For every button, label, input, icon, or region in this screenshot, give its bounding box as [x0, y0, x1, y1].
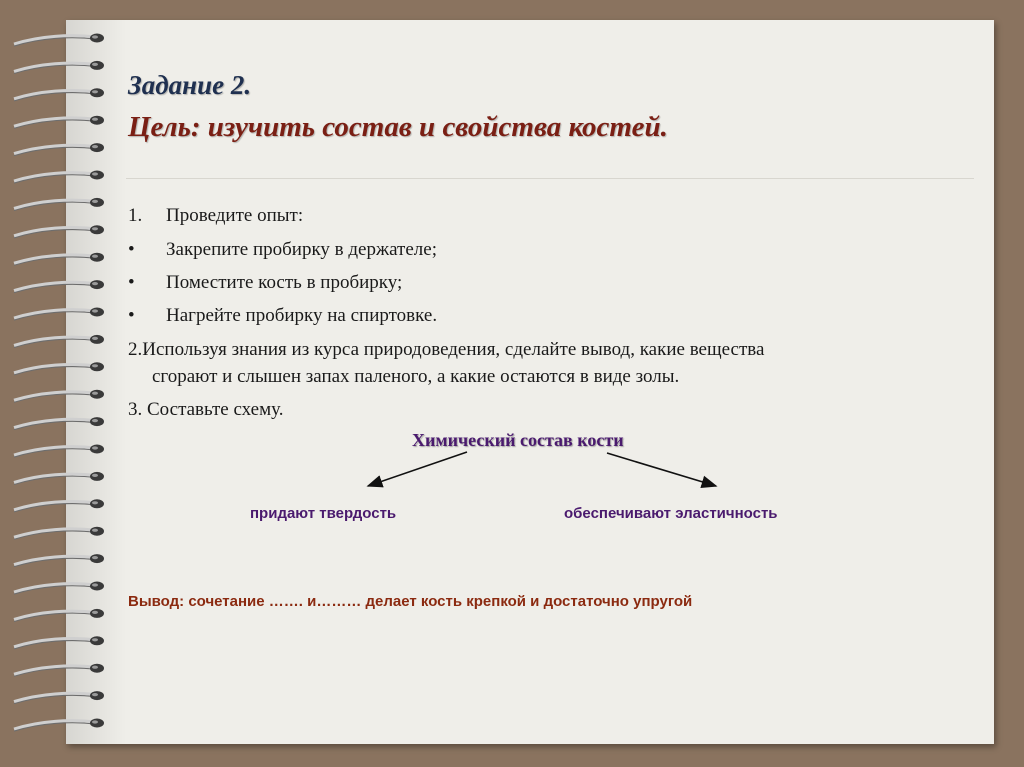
step-marker: 1. [128, 205, 143, 226]
spiral-ring [14, 691, 104, 704]
spiral-ring [14, 34, 104, 47]
conclusion-text: Вывод: сочетание ……. и……… делает кость крепкой и достаточно упругой [128, 593, 693, 610]
spiral-ring [14, 527, 104, 540]
title-divider [126, 178, 974, 179]
spiral-ring [14, 554, 104, 567]
step-bullet-3 [128, 305, 437, 327]
step-bullet-1 [128, 239, 437, 261]
spiral-ring [14, 417, 104, 430]
spiral-ring [14, 116, 104, 129]
spiral-ring [14, 171, 104, 184]
spiral-ring [14, 308, 104, 321]
bullet-marker: • [128, 305, 135, 326]
spiral-ring [14, 609, 104, 622]
spiral-ring [14, 390, 104, 403]
spiral-ring [14, 335, 104, 348]
spiral-ring [14, 88, 104, 101]
diagram-right-label: обеспечивают эластичность [564, 505, 778, 522]
step-2-line2: сгорают и слышен запах паленого, а какие остаются в виде золы. [152, 366, 680, 387]
spiral-ring [14, 445, 104, 458]
spiral-ring [14, 499, 104, 512]
spiral-ring [14, 362, 104, 375]
step-2-line1: 2.Используя знания из курса природоведения, сделайте вывод, какие вещества [128, 339, 765, 360]
spiral-ring [14, 198, 104, 211]
spiral-binding [0, 0, 130, 767]
bullet-marker: • [128, 239, 135, 260]
step-text: Проведите опыт: [166, 205, 304, 226]
diagram-left-label: придают твердость [250, 505, 397, 522]
spiral-ring [14, 253, 104, 266]
step-text: Нагрейте пробирку на спиртовке. [166, 305, 438, 326]
diagram-root-label: Химический состав кости [412, 430, 624, 450]
spiral-ring [14, 61, 104, 74]
goal-title: Цель: изучить состав и свойства костей. [128, 111, 668, 143]
spiral-ring [14, 582, 104, 595]
spiral-ring [14, 225, 104, 238]
spiral-ring [14, 664, 104, 677]
step-3: 3. Составьте схему. [128, 399, 284, 420]
step-text: Закрепите пробирку в держателе; [166, 239, 437, 260]
spiral-ring [14, 280, 104, 293]
spiral-ring [14, 636, 104, 649]
spiral-ring [14, 719, 104, 732]
spiral-ring [14, 143, 104, 156]
step-text: Поместите кость в пробирку; [166, 272, 403, 293]
spiral-ring [14, 472, 104, 485]
step-1 [128, 205, 303, 227]
task-title: Задание 2. [128, 70, 252, 100]
bullet-marker: • [128, 272, 135, 293]
step-bullet-2 [128, 272, 402, 294]
